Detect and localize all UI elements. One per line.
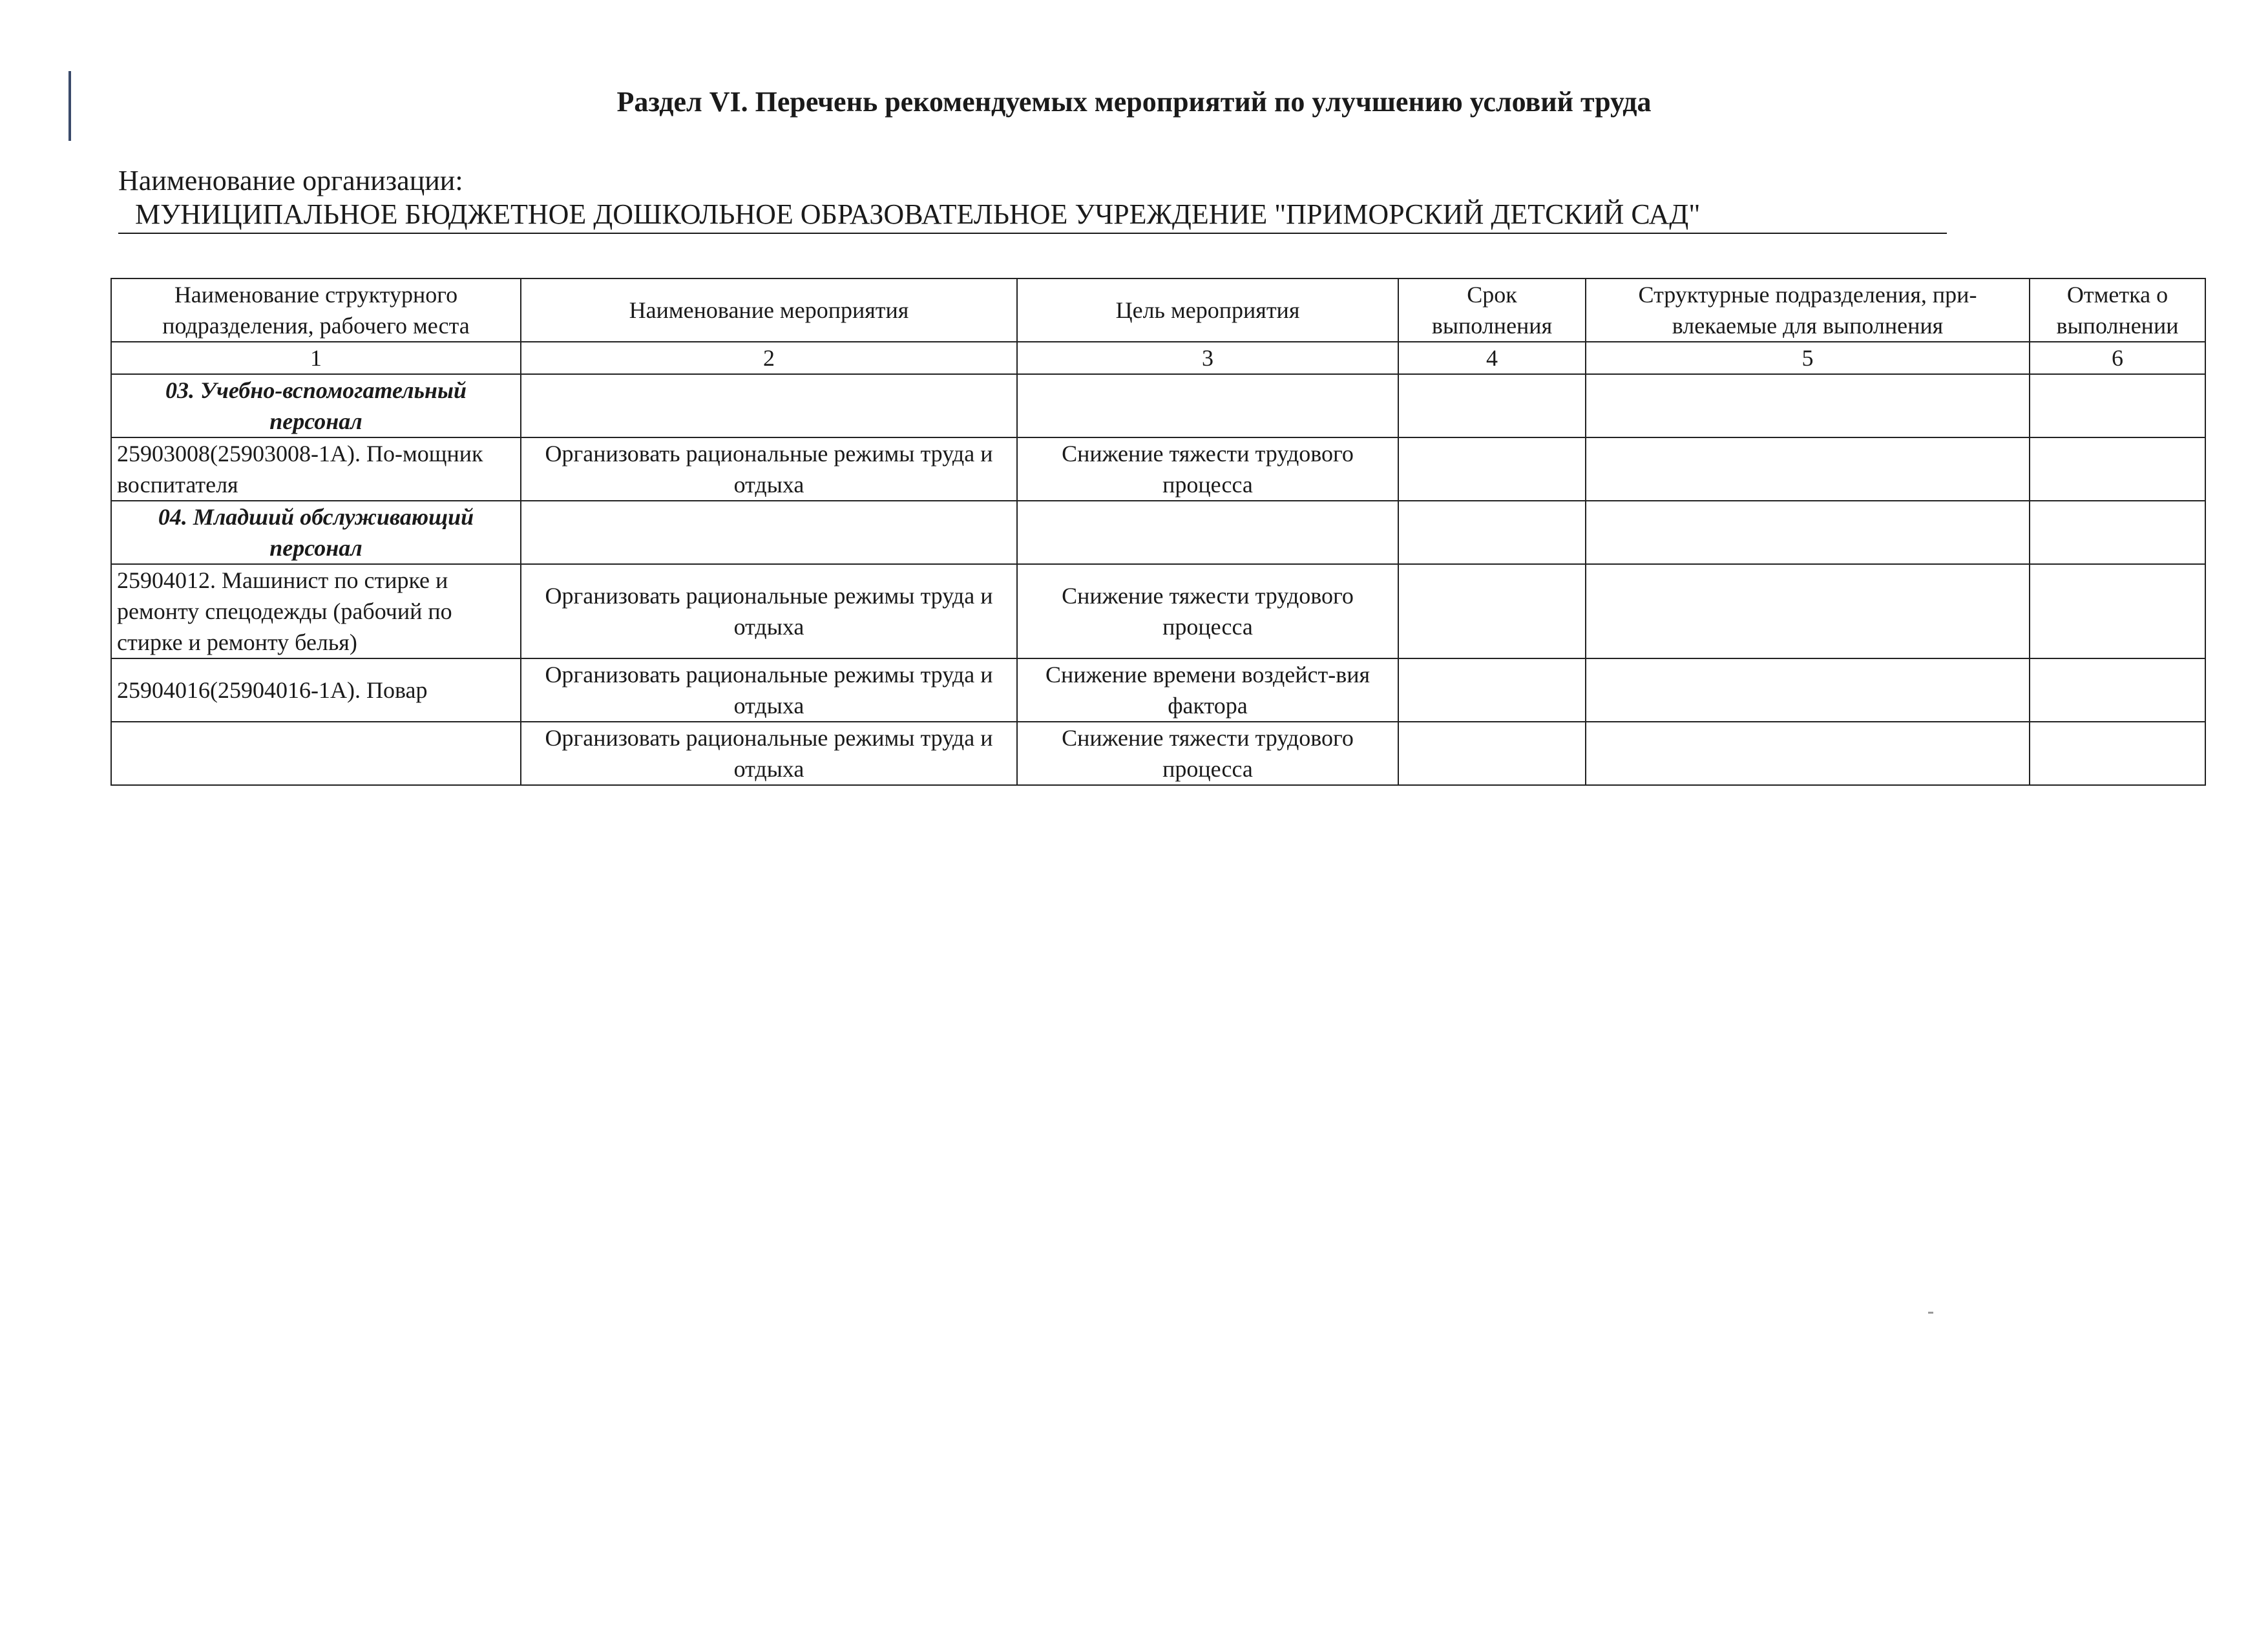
- measure-cell: Организовать рациональные режимы труда и отдыха: [521, 437, 1017, 501]
- table-row: [111, 501, 2205, 564]
- organization-name: МУНИЦИПАЛЬНОЕ БЮДЖЕТНОЕ ДОШКОЛЬНОЕ ОБРАЗОВАТЕЛЬНОЕ УЧРЕЖДЕНИЕ "ПРИМОРСКИЙ ДЕТСКИЙ САД": [118, 196, 1947, 234]
- departments-cell: [1586, 658, 2030, 722]
- deadline-cell: [1398, 658, 1586, 722]
- column-number: 3: [1017, 342, 1398, 374]
- header-departments: Структурные подразделения, при-влекаемые для выполнения: [1586, 278, 2030, 342]
- header-deadline: Срок выполнения: [1398, 278, 1586, 342]
- table-header-row: [111, 278, 2205, 342]
- column-number-row: [111, 342, 2205, 374]
- goal-cell: Снижение времени воздейст-вия фактора: [1017, 658, 1398, 722]
- group-heading: 03. Учебно-вспомогательный персонал: [111, 374, 521, 437]
- workplace-cell: 25904012. Машинист по стирке и ремонту спецодежды (рабочий по стирке и ремонту белья): [111, 564, 521, 658]
- table-row: [111, 658, 2205, 722]
- mark-cell: [2030, 722, 2205, 785]
- measures-table: [110, 278, 2206, 786]
- goal-cell: Снижение тяжести трудового процесса: [1017, 564, 1398, 658]
- empty-cell: [2030, 501, 2205, 564]
- scan-speck: [1928, 1312, 1933, 1314]
- empty-cell: [2030, 374, 2205, 437]
- empty-cell: [1586, 374, 2030, 437]
- header-goal: Цель мероприятия: [1017, 278, 1398, 342]
- measure-cell: Организовать рациональные режимы труда и отдыха: [521, 564, 1017, 658]
- deadline-cell: [1398, 564, 1586, 658]
- mark-cell: [2030, 564, 2205, 658]
- empty-cell: [521, 501, 1017, 564]
- table-row: [111, 374, 2205, 437]
- goal-cell: Снижение тяжести трудового процесса: [1017, 437, 1398, 501]
- departments-cell: [1586, 722, 2030, 785]
- organization-label: Наименование организации:: [118, 165, 463, 196]
- deadline-cell: [1398, 722, 1586, 785]
- goal-cell: Снижение тяжести трудового процесса: [1017, 722, 1398, 785]
- column-number: 5: [1586, 342, 2030, 374]
- empty-cell: [1017, 374, 1398, 437]
- measure-cell: Организовать рациональные режимы труда и отдыха: [521, 658, 1017, 722]
- group-heading: 04. Младший обслуживающий персонал: [111, 501, 521, 564]
- page-title: Раздел VI. Перечень рекомендуемых мероприятий по улучшению условий труда: [616, 86, 1652, 118]
- header-measure: Наименование мероприятия: [521, 278, 1017, 342]
- departments-cell: [1586, 564, 2030, 658]
- header-mark: Отметка о выполнении: [2030, 278, 2205, 342]
- deadline-cell: [1398, 437, 1586, 501]
- departments-cell: [1586, 437, 2030, 501]
- empty-cell: [1017, 501, 1398, 564]
- empty-cell: [1398, 374, 1586, 437]
- empty-cell: [1398, 501, 1586, 564]
- column-number: 1: [111, 342, 521, 374]
- column-number: 6: [2030, 342, 2205, 374]
- workplace-cell: [111, 722, 521, 785]
- table-row: [111, 564, 2205, 658]
- empty-cell: [1586, 501, 2030, 564]
- mark-cell: [2030, 658, 2205, 722]
- mark-cell: [2030, 437, 2205, 501]
- header-workplace: Наименование структурного подразделения, рабочего места: [111, 278, 521, 342]
- column-number: 2: [521, 342, 1017, 374]
- workplace-cell: 25904016(25904016-1А). Повар: [111, 658, 521, 722]
- column-number: 4: [1398, 342, 1586, 374]
- measure-cell: Организовать рациональные режимы труда и отдыха: [521, 722, 1017, 785]
- table-row: [111, 437, 2205, 501]
- table-row: [111, 722, 2205, 785]
- workplace-cell: 25903008(25903008-1А). По-мощник воспитателя: [111, 437, 521, 501]
- empty-cell: [521, 374, 1017, 437]
